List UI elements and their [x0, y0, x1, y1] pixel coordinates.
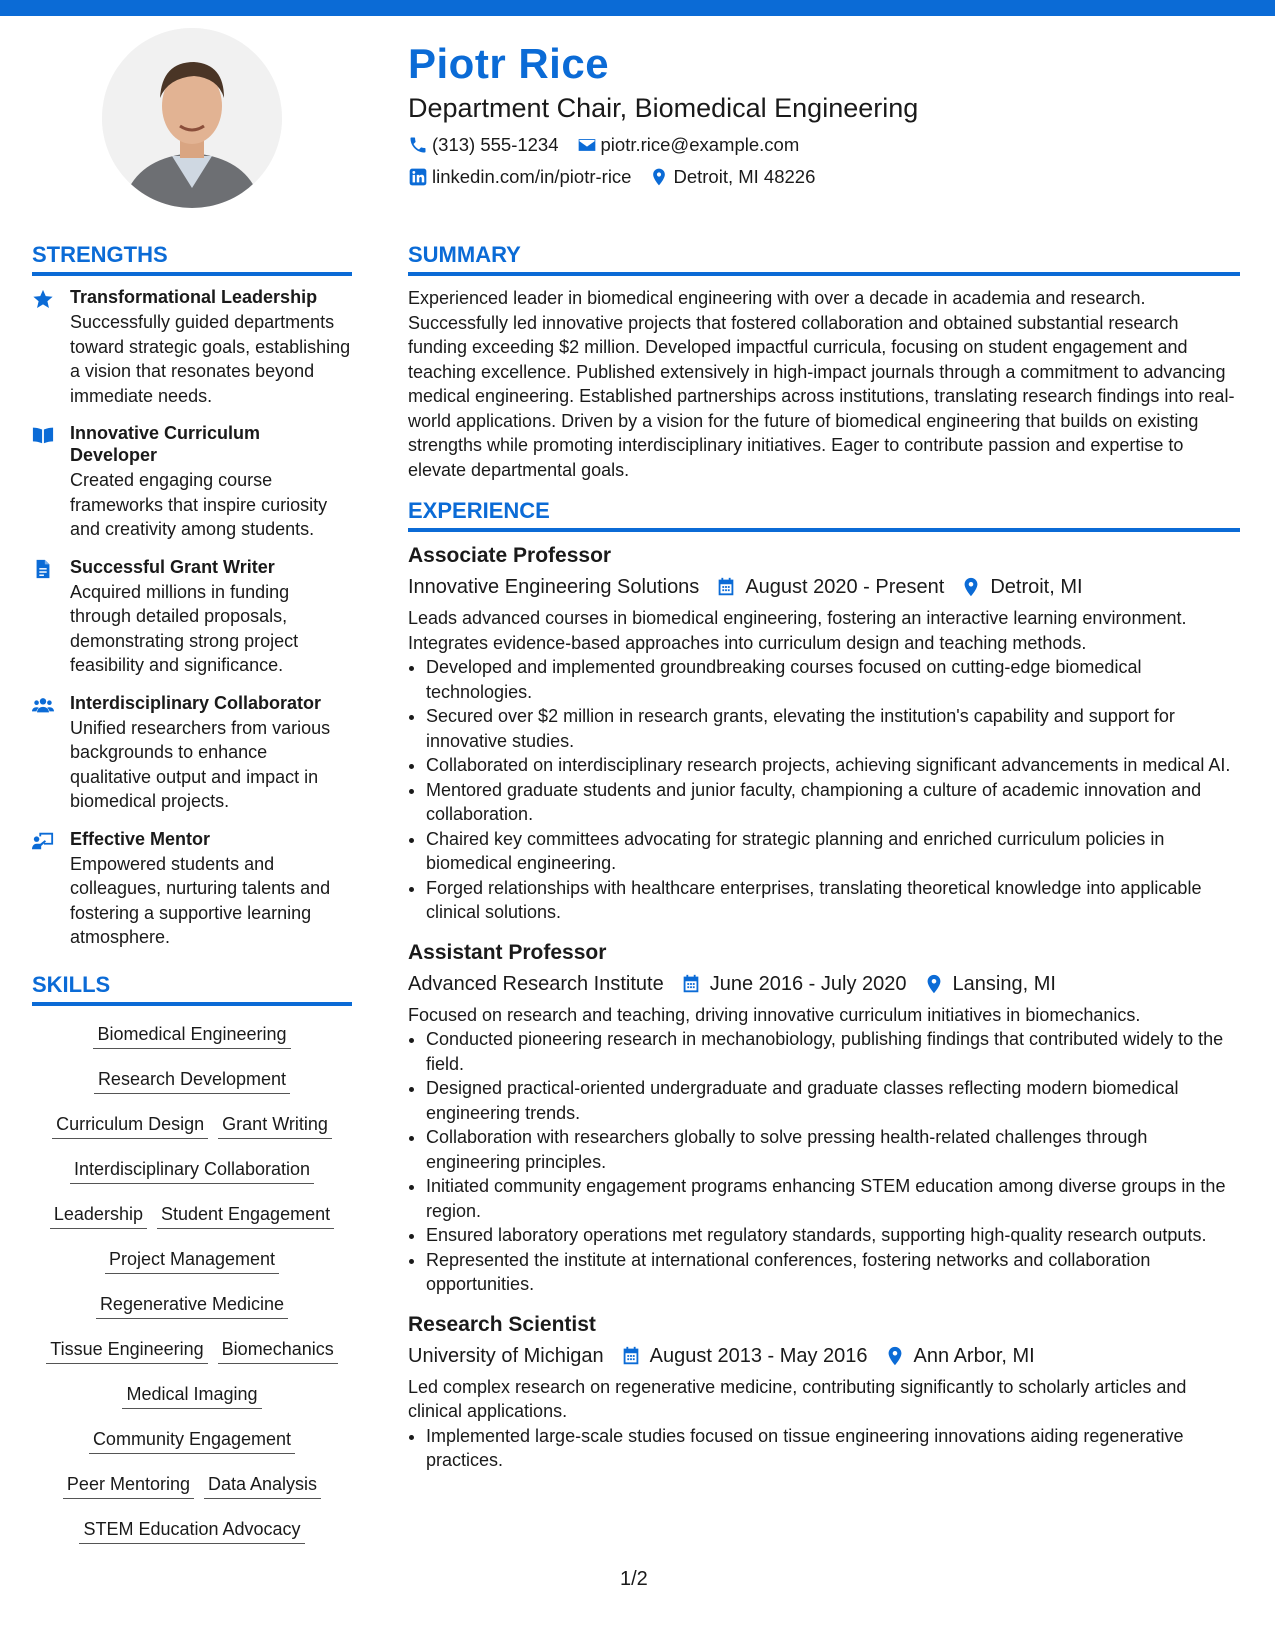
job-dates [618, 1341, 868, 1371]
job-dates-text: August 2020 - Present [745, 576, 945, 598]
calendar-icon [620, 1345, 642, 1367]
strength-title: Successful Grant Writer [70, 556, 275, 577]
candidate-title: Department Chair, Biomedical Engineering [408, 93, 919, 123]
job-bullets [408, 1424, 1240, 1473]
job-dates-text: June 2016 - July 2020 [709, 972, 907, 995]
location-pin-icon [884, 1345, 906, 1367]
job-location-text: Lansing, MI [952, 972, 1056, 995]
skills-row [32, 1067, 352, 1112]
job-location [958, 572, 1082, 602]
strengths-heading: STRENGTHS [32, 240, 352, 276]
job-dates [678, 969, 907, 999]
job-description: Led complex research on regenerative medicine, contributing significantly to scholarly articles and clinical applications. [408, 1376, 1187, 1421]
strength-desc: Successfully guided departments toward strategic goals, establishing a vision that resonates beyond immediate needs. [70, 312, 351, 406]
candidate-name: Piotr Rice [408, 40, 610, 87]
skills-row [32, 1112, 352, 1157]
contact-row-2 [408, 164, 1238, 190]
job-entry [408, 939, 1240, 1297]
strength-title: Transformational Leadership [70, 287, 318, 307]
job-bullet: • Collaborated on interdisciplinary research projects, achieving significant advancements in medical AI. [426, 753, 1240, 778]
job-bullet: • Designed practical-oriented undergraduate and graduate classes reflecting modern biomedical engineering trends. [426, 1076, 1240, 1125]
experience-list [408, 542, 1240, 1473]
job-org [408, 969, 664, 999]
job-location-text: Detroit, MI [990, 576, 1083, 598]
email-text: piotr.rice@example.com [600, 134, 800, 155]
calendar-icon [680, 973, 702, 995]
job-bullets [408, 1027, 1240, 1297]
job-bullet: • Ensured laboratory operations met regulatory standards, supporting high-quality research outputs. [426, 1223, 1240, 1248]
star-icon [32, 288, 54, 310]
location-text: Detroit, MI 48226 [673, 166, 816, 187]
linkedin-contact[interactable] [408, 164, 631, 190]
skills-row [32, 1337, 352, 1382]
skill-tag: Biomechanics [218, 1337, 338, 1364]
phone-icon [408, 135, 428, 155]
skill-tag: Research Development [94, 1067, 290, 1094]
location-pin-icon [960, 576, 982, 598]
skills-row [32, 1427, 352, 1472]
page-number: 1/2 [620, 1568, 648, 1590]
book-icon [32, 424, 54, 446]
job-title: Research Scientist [408, 1312, 596, 1336]
linkedin-icon [408, 167, 428, 187]
calendar-icon [715, 576, 737, 598]
job-bullets [408, 655, 1240, 925]
job-dates-text: August 2013 - May 2016 [649, 1344, 868, 1367]
skills-row [32, 1292, 352, 1337]
phone-text: (313) 555-1234 [432, 134, 559, 155]
job-bullet: • Initiated community engagement programs enhancing STEM education among diverse groups in the region. [426, 1174, 1240, 1223]
job-bullet: • Mentored graduate students and junior faculty, championing a culture of academic innovation and collaboration. [426, 778, 1240, 827]
job-org-text: Innovative Engineering Solutions [408, 576, 700, 598]
strength-title: Innovative Curriculum Developer [70, 423, 261, 465]
strength-title: Effective Mentor [70, 828, 211, 849]
job-org-text: University of Michigan [408, 1344, 604, 1367]
summary-heading: SUMMARY [408, 240, 1240, 276]
job-org [408, 1341, 604, 1371]
skill-tag: Community Engagement [89, 1427, 295, 1454]
resume-header [408, 40, 1238, 190]
skill-tag: Student Engagement [157, 1202, 334, 1229]
skills-row [32, 1382, 352, 1427]
skills-row [32, 1022, 352, 1067]
contact-row-1 [408, 132, 1238, 158]
job-location [882, 1341, 1035, 1371]
skills-row [32, 1247, 352, 1292]
location-contact [649, 164, 815, 190]
skills-heading: SKILLS [32, 970, 352, 1006]
job-entry [408, 1311, 1240, 1473]
job-bullet: • Secured over $2 million in research grants, elevating the institution's capability and support for innovative studies. [426, 704, 1240, 753]
strength-item [32, 556, 352, 678]
skills-row [32, 1472, 352, 1517]
skills-list [32, 1016, 352, 1562]
left-column [32, 240, 352, 1562]
job-meta [408, 1341, 1240, 1371]
job-meta [408, 572, 1240, 602]
job-title: Assistant Professor [408, 940, 607, 964]
strength-item [32, 422, 352, 542]
skill-tag: Project Management [105, 1247, 279, 1274]
strength-item [32, 828, 352, 950]
job-bullet: • Represented the institute at international conferences, fostering networks and collaboration opportunities. [426, 1248, 1240, 1297]
job-meta [408, 969, 1240, 999]
job-bullet: • Chaired key committees advocating for strategic planning and enriched curriculum policies in biomedical engineering. [426, 827, 1240, 876]
strength-desc: Unified researchers from various backgrounds to enhance qualitative output and impact in biomedical projects. [70, 717, 331, 811]
job-bullet: • Collaboration with researchers globally to solve pressing health-related challenges through engineering principles. [426, 1125, 1240, 1174]
skills-section [32, 970, 352, 1562]
skills-row [32, 1202, 352, 1247]
job-org-text: Advanced Research Institute [408, 972, 664, 995]
job-entry [408, 542, 1240, 925]
skill-tag: Grant Writing [218, 1112, 332, 1139]
job-location-text: Ann Arbor, MI [913, 1344, 1035, 1367]
job-bullet: • Conducted pioneering research in mechanobiology, publishing findings that contributed widely to the field. [426, 1027, 1240, 1076]
skill-tag: Peer Mentoring [63, 1472, 194, 1499]
job-location [921, 969, 1056, 999]
teacher-icon [32, 830, 54, 852]
email-contact[interactable] [577, 132, 800, 158]
skill-tag: Tissue Engineering [46, 1337, 207, 1364]
summary-text: Experienced leader in biomedical engineering with over a decade in academia and research. Successfully led innovative projects that fostered collaboration and obtained substantial research funding exceeding $2 million. Developed impactful curricula, focusing on student engagement and teaching excellence. Published extensively in high-impact journals through a commitment to advancing medical engineering. Established partnerships across institutions, translating research findings into real-world applications. Driven by a vision for the future of biomedical engineering that builds on existing strengths while promoting interdisciplinary initiatives. Eager to contribute passion and expertise to elevate departmental goals. [408, 288, 1235, 480]
job-description: Focused on research and teaching, driving innovative curriculum initiatives in biomechanics. [408, 1004, 1141, 1025]
skill-tag: STEM Education Advocacy [79, 1517, 304, 1544]
right-column [408, 240, 1240, 1487]
skill-tag: Leadership [50, 1202, 147, 1229]
strength-title: Interdisciplinary Collaborator [70, 692, 322, 713]
strength-item [32, 286, 352, 408]
skill-tag: Curriculum Design [52, 1112, 208, 1139]
skill-tag: Interdisciplinary Collaboration [70, 1157, 314, 1184]
job-bullet: • Implemented large-scale studies focused on tissue engineering innovations aiding regenerative practices. [426, 1424, 1240, 1473]
strength-desc: Created engaging course frameworks that inspire curiosity and creativity among students. [70, 470, 328, 539]
job-title: Associate Professor [408, 544, 612, 567]
skills-row [32, 1517, 352, 1562]
skill-tag: Medical Imaging [122, 1382, 261, 1409]
skill-tag: Data Analysis [204, 1472, 321, 1499]
location-pin-icon [923, 973, 945, 995]
location-pin-icon [649, 167, 669, 187]
strength-desc: Empowered students and colleagues, nurturing talents and fostering a supportive learning atmosphere. [70, 853, 331, 947]
experience-heading: EXPERIENCE [408, 496, 1240, 532]
linkedin-text: linkedin.com/in/piotr-rice [432, 166, 632, 187]
document-icon [32, 558, 54, 580]
skills-row [32, 1157, 352, 1202]
skill-tag: Biomedical Engineering [93, 1022, 290, 1049]
job-bullet: • Developed and implemented groundbreaking courses focused on cutting-edge biomedical technologies. [426, 655, 1240, 704]
top-accent-bar [0, 0, 1275, 16]
strength-desc: Acquired millions in funding through detailed proposals, demonstrating strong project feasibility and significance. [70, 581, 299, 675]
job-description: Leads advanced courses in biomedical engineering, fostering an interactive learning environment. Integrates evidence-based approaches into curriculum design and teaching methods. [408, 608, 1187, 653]
strength-item [32, 692, 352, 814]
job-org [408, 572, 699, 602]
email-icon [577, 135, 597, 155]
users-icon [32, 694, 54, 716]
job-bullet: • Forged relationships with healthcare enterprises, translating theoretical knowledge into applicable clinical solutions. [426, 876, 1240, 925]
profile-photo [102, 28, 282, 208]
skill-tag: Regenerative Medicine [96, 1292, 288, 1319]
job-dates [713, 572, 944, 602]
phone-contact[interactable] [408, 132, 559, 158]
